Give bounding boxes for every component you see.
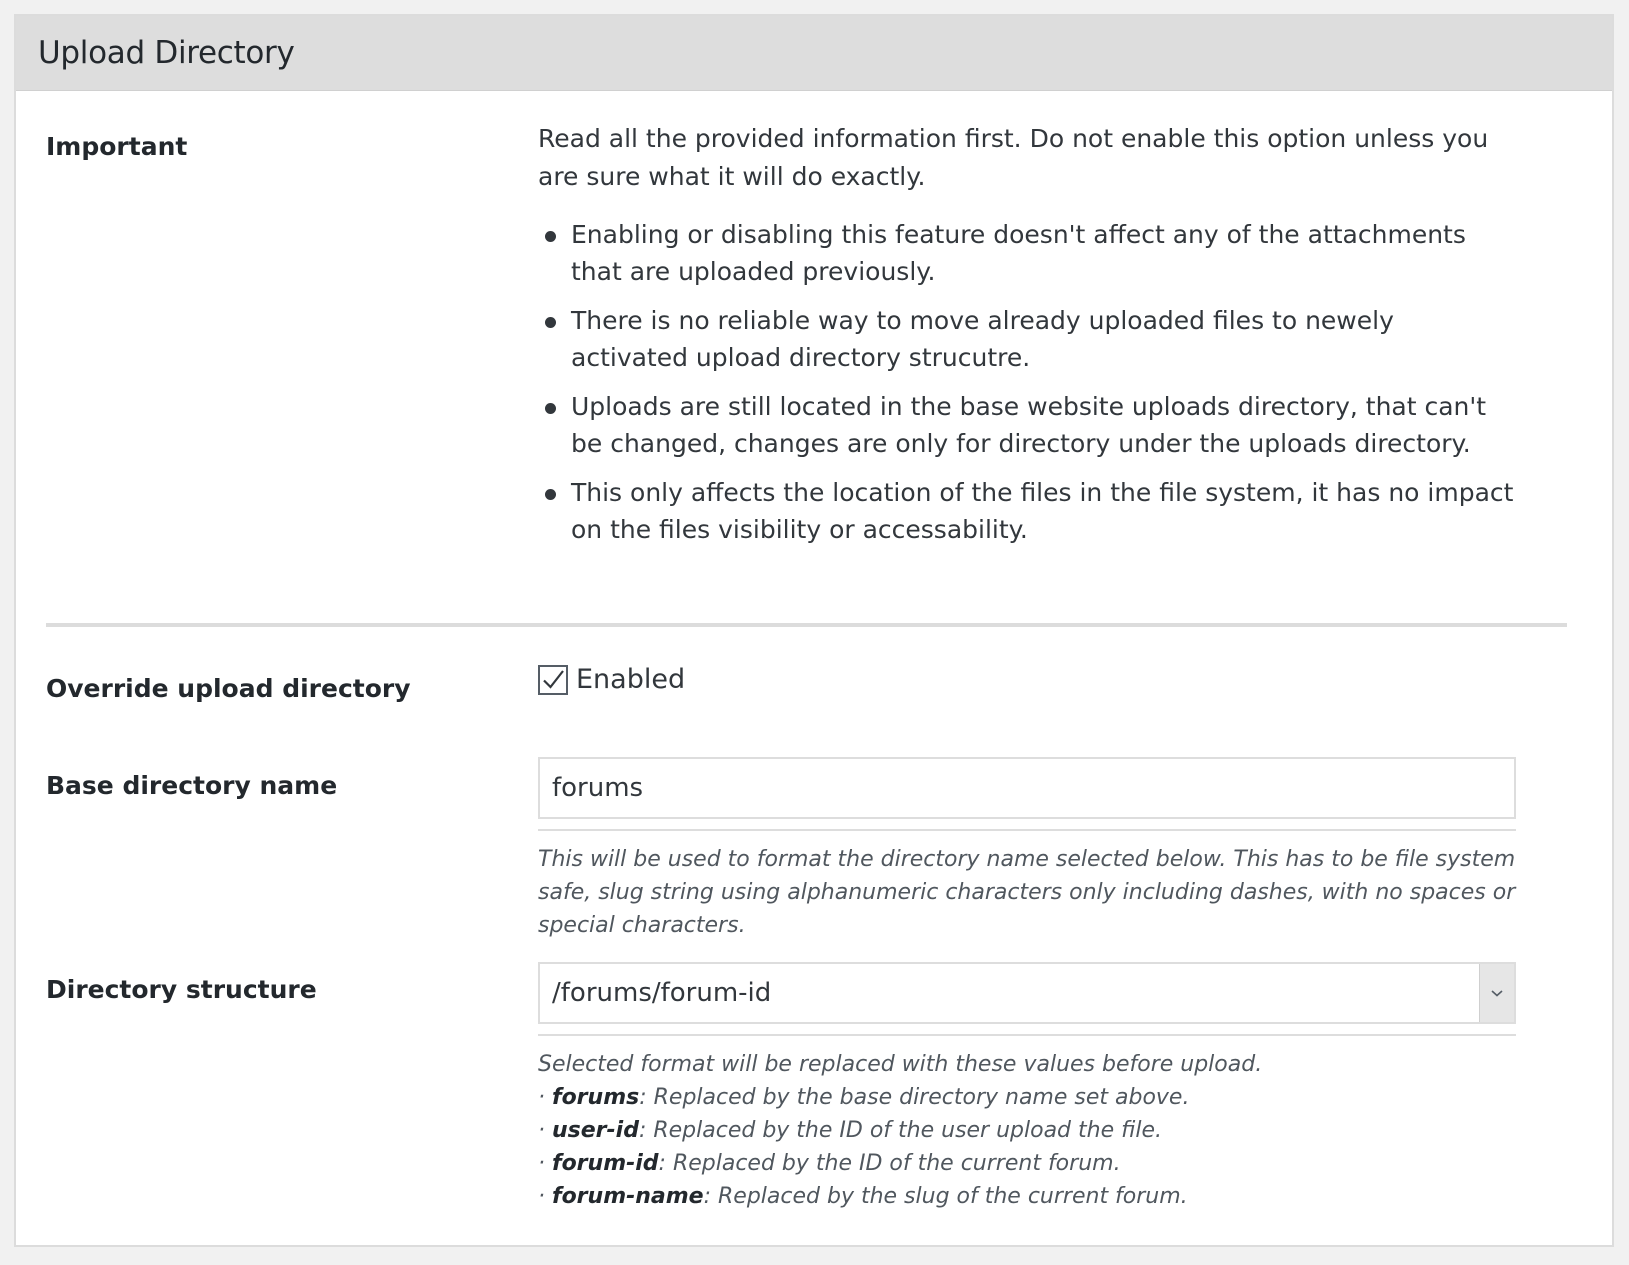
list-item: Enabling or disabling this feature doesn't affect any of the attachments that are uploaded previously.	[538, 216, 1516, 290]
list-item: Uploads are still located in the base website uploads directory, that can't be changed, changes are only for directory under the uploads directory.	[538, 388, 1516, 462]
select-value: /forums/forum-id	[552, 978, 772, 1008]
bullet-dot-icon	[545, 317, 556, 328]
directory-structure-select[interactable]	[538, 962, 1516, 1024]
list-item: This only affects the location of the files in the file system, it has no impact on the files visibility or accessability.	[538, 474, 1516, 548]
structure-description	[538, 1048, 1516, 1213]
bullet-dot-icon	[545, 403, 556, 414]
format-item-user-id: · user-id: Replaced by the ID of the user upload the file.	[538, 1118, 1162, 1143]
format-item-forum-name: · forum-name: Replaced by the slug of the current forum.	[538, 1184, 1188, 1209]
structure-field	[538, 962, 1516, 1213]
base-directory-field	[538, 757, 1516, 942]
panel-title: Upload Directory	[38, 35, 295, 71]
override-field	[538, 664, 1516, 695]
base-directory-input[interactable]	[538, 757, 1516, 819]
field-underline	[538, 829, 1516, 831]
field-underline	[538, 1034, 1516, 1036]
settings-panel	[14, 14, 1614, 1247]
format-item-forum-id: · forum-id: Replaced by the ID of the current forum.	[538, 1151, 1121, 1176]
panel-header	[16, 16, 1612, 91]
base-directory-label: Base directory name	[46, 771, 338, 800]
override-label: Override upload directory	[46, 674, 411, 703]
format-item-forums: · forums: Replaced by the base directory name set above.	[538, 1085, 1190, 1110]
select-arrow-button[interactable]	[1479, 964, 1514, 1022]
enabled-checkbox-wrap[interactable]	[538, 664, 1516, 695]
bullet-dot-icon	[545, 231, 556, 242]
important-label: Important	[46, 132, 188, 161]
important-intro: Read all the provided information first. Do not enable this option unless you are sure what it will do exactly.	[538, 124, 1489, 191]
section-divider	[46, 623, 1567, 627]
enabled-checkbox[interactable]	[538, 665, 568, 695]
structure-description-intro: Selected format will be replaced with these values before upload.	[538, 1052, 1263, 1077]
important-bullet-list	[538, 216, 1516, 548]
checkmark-icon	[541, 668, 565, 692]
base-directory-description: This will be used to format the directory name selected below. This has to be file system safe, slug string using alphanumeric characters only including dashes, with no spaces or special characters.	[538, 847, 1516, 938]
chevron-down-icon	[1490, 988, 1504, 998]
bullet-dot-icon	[545, 489, 556, 500]
structure-label: Directory structure	[46, 975, 317, 1004]
enabled-checkbox-label: Enabled	[576, 664, 686, 695]
list-item: There is no reliable way to move already uploaded files to newely activated upload directory strucutre.	[538, 302, 1516, 376]
important-content	[538, 120, 1516, 560]
